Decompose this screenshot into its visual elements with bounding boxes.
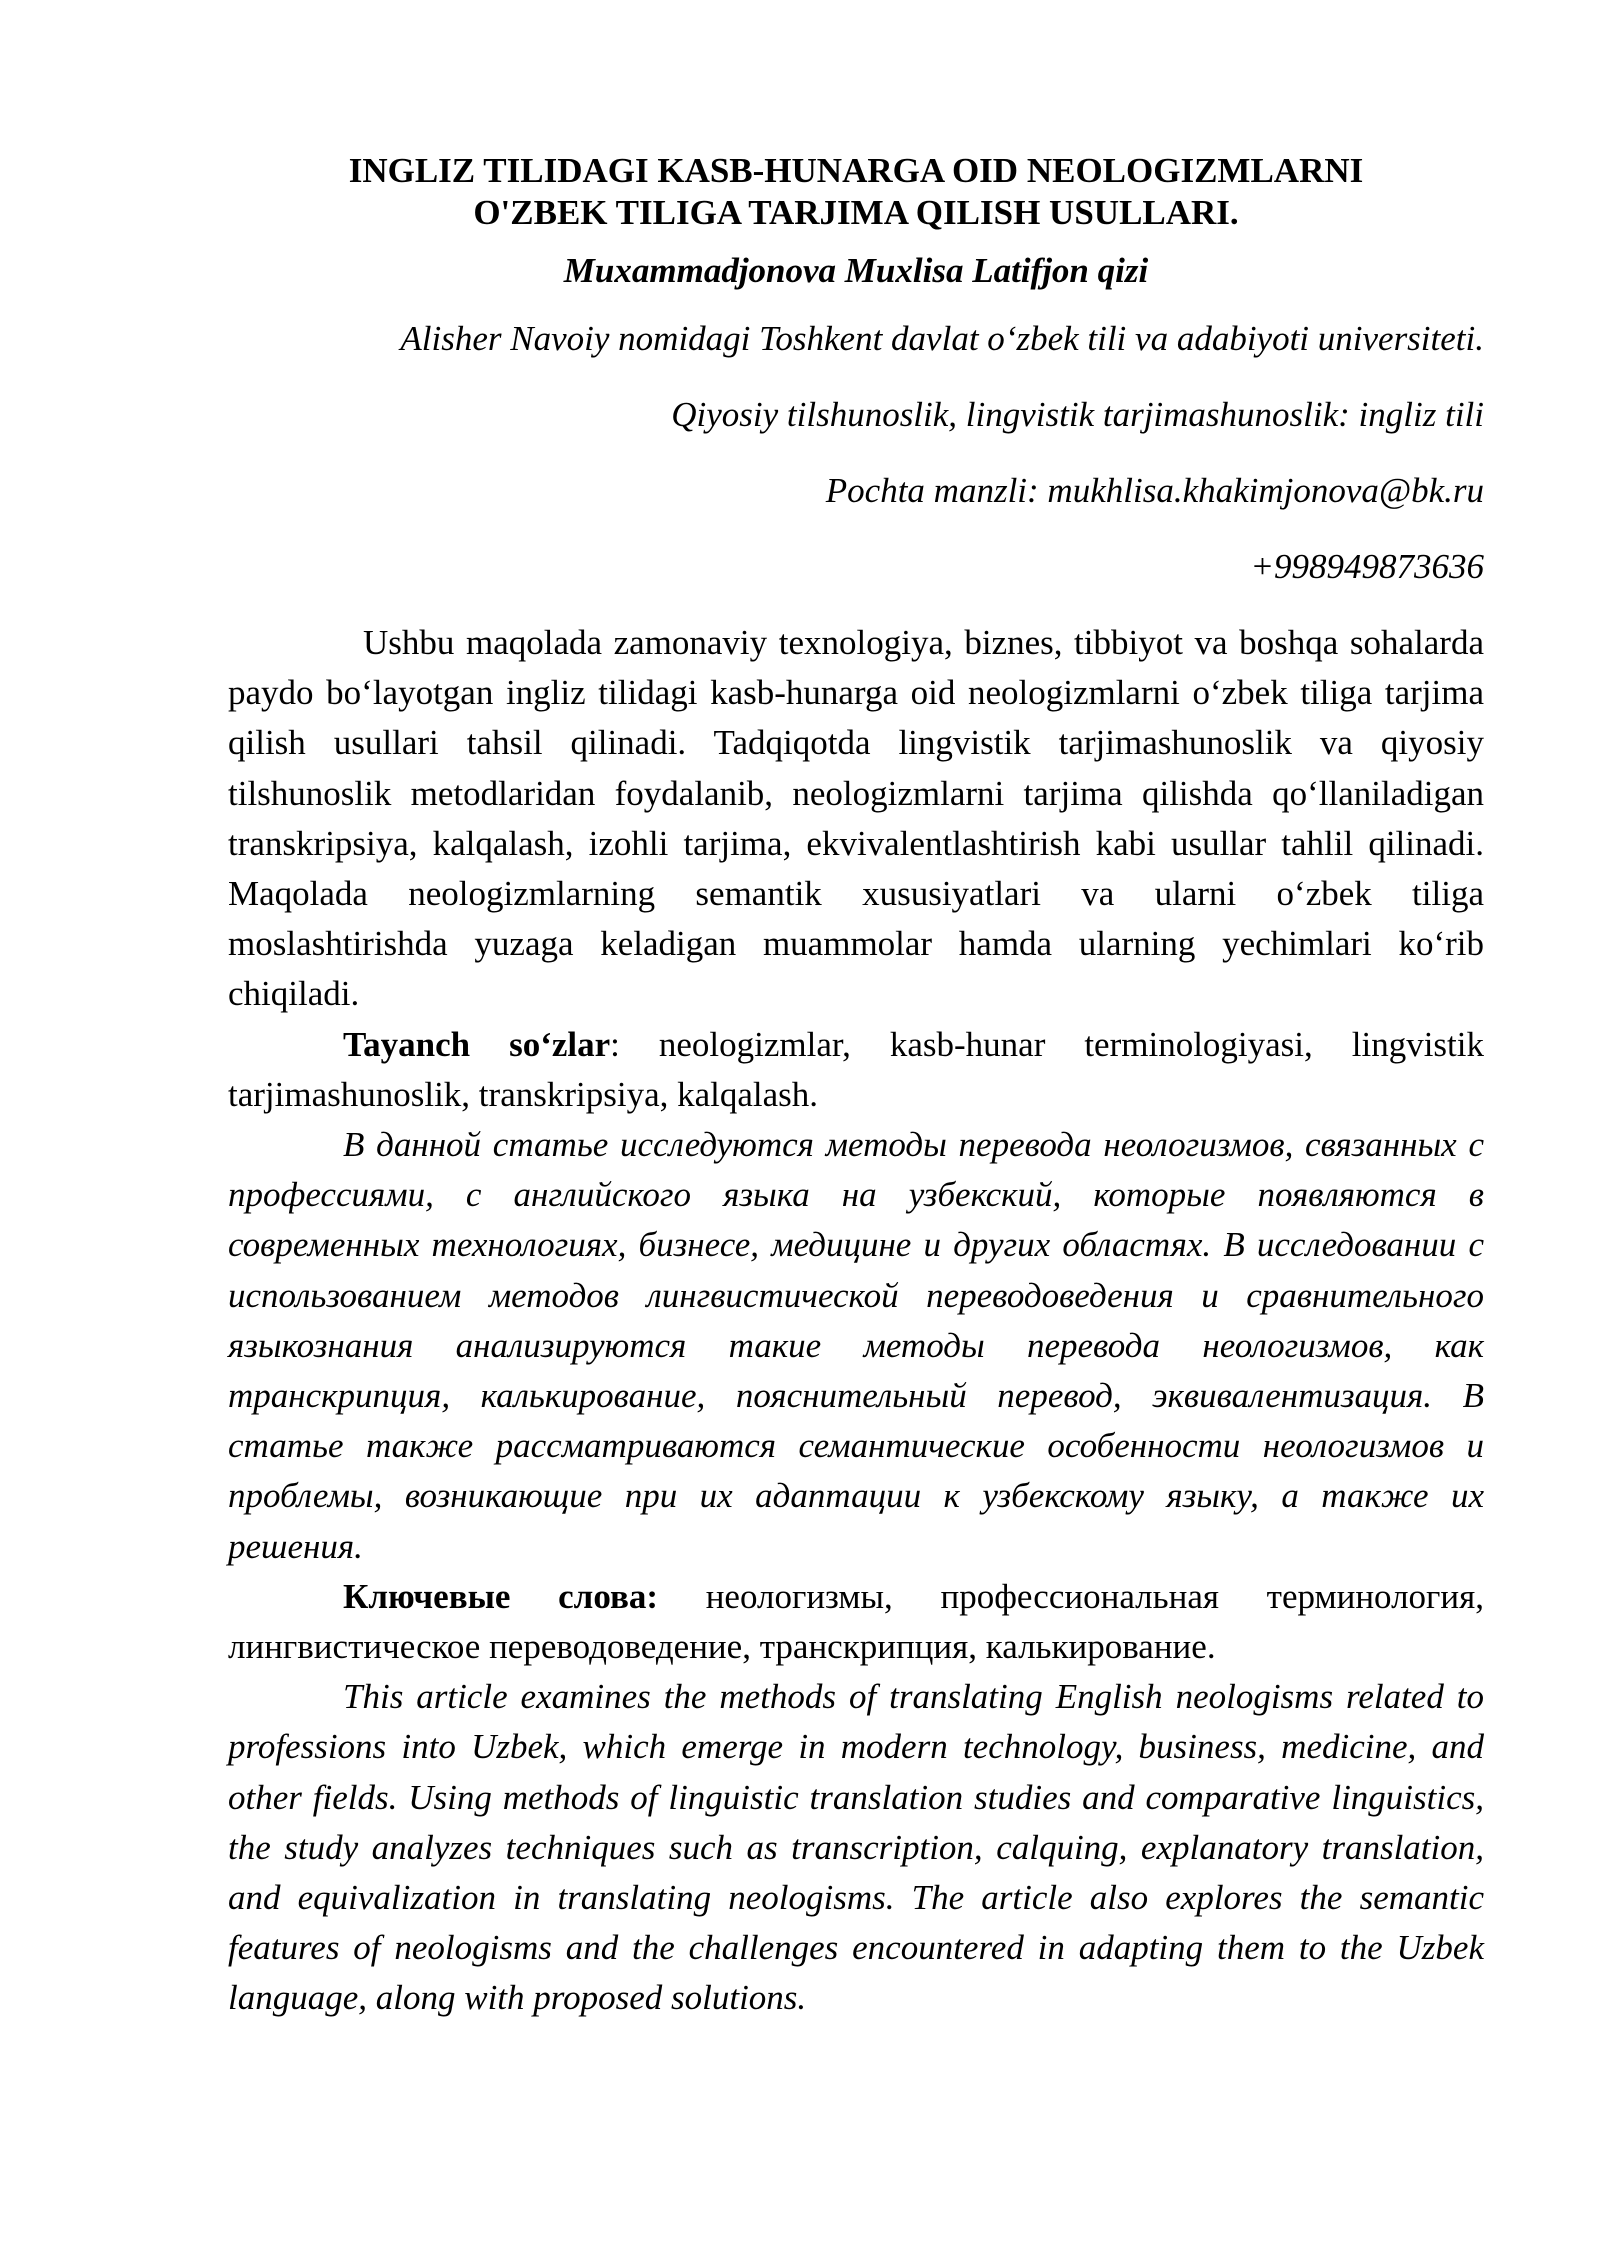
- article-title: [228, 150, 1484, 234]
- keywords-uzbek-label: Tayanch so‘zlar: [343, 1024, 611, 1064]
- document-page: [228, 150, 1484, 2024]
- abstract-english: This article examines the methods of translating English neologisms related to professions into Uzbek, which emerge in modern technology, business, medicine, and other fields. Using methods of linguistic translation studies and comparative linguistics, the study analyzes techniques such as transcription, calquing, explanatory translation, and equivalization in translating neologisms. The article also explores the semantic features of neologisms and the challenges encountered in adapting them to the Uzbek language, along with proposed solutions.: [228, 1677, 1484, 2018]
- keywords-uzbek-text: : neologizmlar, kasb-hunar terminologiyasi, lingvistik tarjimashunoslik, transkripsiya, kalqalash.: [228, 1024, 1484, 1114]
- keywords-russian-text: неологизмы, профессиональная терминология, лингвистическое переводоведение, транскрипция, калькирование.: [228, 1576, 1484, 1667]
- title-line-1: INGLIZ TILIDAGI KASB-HUNARGA OID NEOLOGIZMLARNI: [348, 151, 1364, 190]
- title-line-2: O'ZBEK TILIGA TARJIMA QILISH USULLARI.: [473, 193, 1239, 232]
- abstract-uzbek: Ushbu maqolada zamonaviy texnologiya, biznes, tibbiyot va boshqa sohalarda paydo bo‘layotgan ingliz tilidagi kasb-hunarga oid neologizmlarni o‘zbek tiliga tarjima qilish usullari tahsil qilinadi. Tadqiqotda lingvistik tarjimashunoslik va qiyosiy tilshunoslik metodlaridan foydalanib, neologizmlarni tarjima qilishda qo‘llaniladigan transkripsiya, kalqalash, izohli tarjima, ekvivalentlashtirish kabi usullar tahlil qilinadi. Maqolada neologizmlarning semantik xususiyatlari va ularni o‘zbek tiliga moslashtirishda yuzaga keladigan muammolar hamda ularning yechimlari ko‘rib chiqiladi.: [228, 623, 1484, 1014]
- keywords-russian: [228, 1572, 1484, 1672]
- author-email: Pochta manzli: mukhlisa.khakimjonova@bk.ru: [825, 471, 1484, 510]
- author-name: Muxammadjonova Muxlisa Latifjon qizi: [563, 251, 1149, 290]
- keywords-russian-label: Ключевые слова:: [343, 1576, 659, 1616]
- author-phone: +998949873636: [1250, 547, 1484, 586]
- abstract-russian: В данной статье исследуются методы перевода неологизмов, связанных с профессиями, с английского языка на узбекский, которые появляются в современных технологиях, бизнесе, медицине и других областях. В исследовании с использованием методов лингвистической переводоведения и сравнительного языкознания анализируются такие методы перевода неологизмов, как транскрипция, калькирование, пояснительный перевод, эквивалентизация. В статье также рассматриваются семантические особенности неологизмов и проблемы, возникающие при их адаптации к узбекскому языку, а также их решения.: [228, 1125, 1484, 1566]
- keywords-uzbek: [228, 1020, 1484, 1120]
- author-specialty: Qiyosiy tilshunoslik, lingvistik tarjimashunoslik: ingliz tili: [671, 395, 1484, 434]
- author-affiliation: Alisher Navoiy nomidagi Toshkent davlat o‘zbek tili va adabiyoti universiteti.: [400, 319, 1484, 358]
